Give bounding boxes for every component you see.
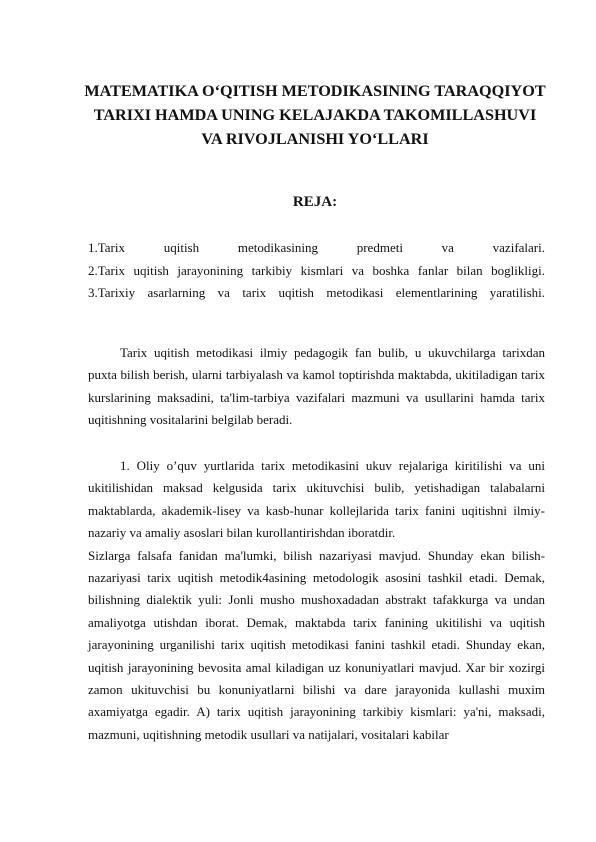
intro-paragraph-block (88, 342, 545, 432)
plan-list (88, 237, 545, 305)
title-line-1: MATEMATIKA O‘QITISH METODIKASINING TARAQQIYOT (84, 82, 546, 100)
document-title (60, 79, 570, 151)
plan-item-1: 1.Tarix uqitish metodikasining predmeti va vazifalari. (88, 240, 545, 255)
plan-heading: REJA: (292, 194, 338, 210)
main-paragraph-block (88, 455, 545, 746)
intro-paragraph: Tarix uqitish metodikasi ilmiy pedagogik fan bulib, u ukuvchilarga tarixdan puxta bilish berish, ularni tarbiyalash va kamol toptirishda maktabda, ukitiladigan tarix kurslarining maksadini, ta'lim-tarbiya vazifalari mazmuni va usullarini hamda tarix uqitishning vositalarini belgilab beradi. (88, 345, 545, 428)
plan-item-3: 3.Tarixiy asarlarning va tarix uqitish metodikasi elementlarining yaratilishi. (88, 285, 545, 300)
title-line-2: TARIXI HAMDA UNING KELAJAKDA TAKOMILLASHUVI (93, 106, 537, 124)
title-line-3: VA RIVOJLANISHI YO‘LLARI (201, 130, 429, 148)
main-paragraph-1: 1. Oliy o’quv yurtlarida tarix metodikasini ukuv rejalariga kiritilishi va uni ukitilishidan maksad kelgusida tarix ukituvchisi bulib, yetishadigan talabalarni maktablarda, akademik-lisey va kasb-hunar kollejlarida tarix fanini uqitishni ilmiy-nazariy va amaliy asoslari bilan kurollantirishdan iboratdir. (88, 458, 545, 541)
plan-item-2: 2.Tarix uqitish jarayonining tarkibiy kismlari va boshka fanlar bilan boglikligi. (88, 262, 545, 278)
main-paragraph-2: Sizlarga falsafa fanidan ma'lumki, bilish nazariyasi mavjud. Shunday ekan bilish-nazariyasi tarix uqitish metodik4asining metodologik asosini tashkil etadi. Demak, bilishning dialektik yuli: Jonli musho mushoxadadan abstrakt tafakkurga va undan amaliyotga utishdan iborat. Demak, maktabda tarix fanining ukitilishi va uqitish jarayonining urganilishi tarix uqitish metodikasi fanini tashkil etadi. Shunday ekan, uqitish jarayonining bevosita amal kiladigan uz konuniyatlari mavjud. Xar bir xozirgi zamon ukituvchisi bu konuniyatlarni bilishi va dare jarayonida kullashi muxim axamiyatga egadir. A) tarix uqitish jarayonining tarkibiy kismlari: ya'ni, maksadi, mazmuni, uqitishning metodik usullari va natijalari, vositalari kabilar (88, 547, 545, 742)
